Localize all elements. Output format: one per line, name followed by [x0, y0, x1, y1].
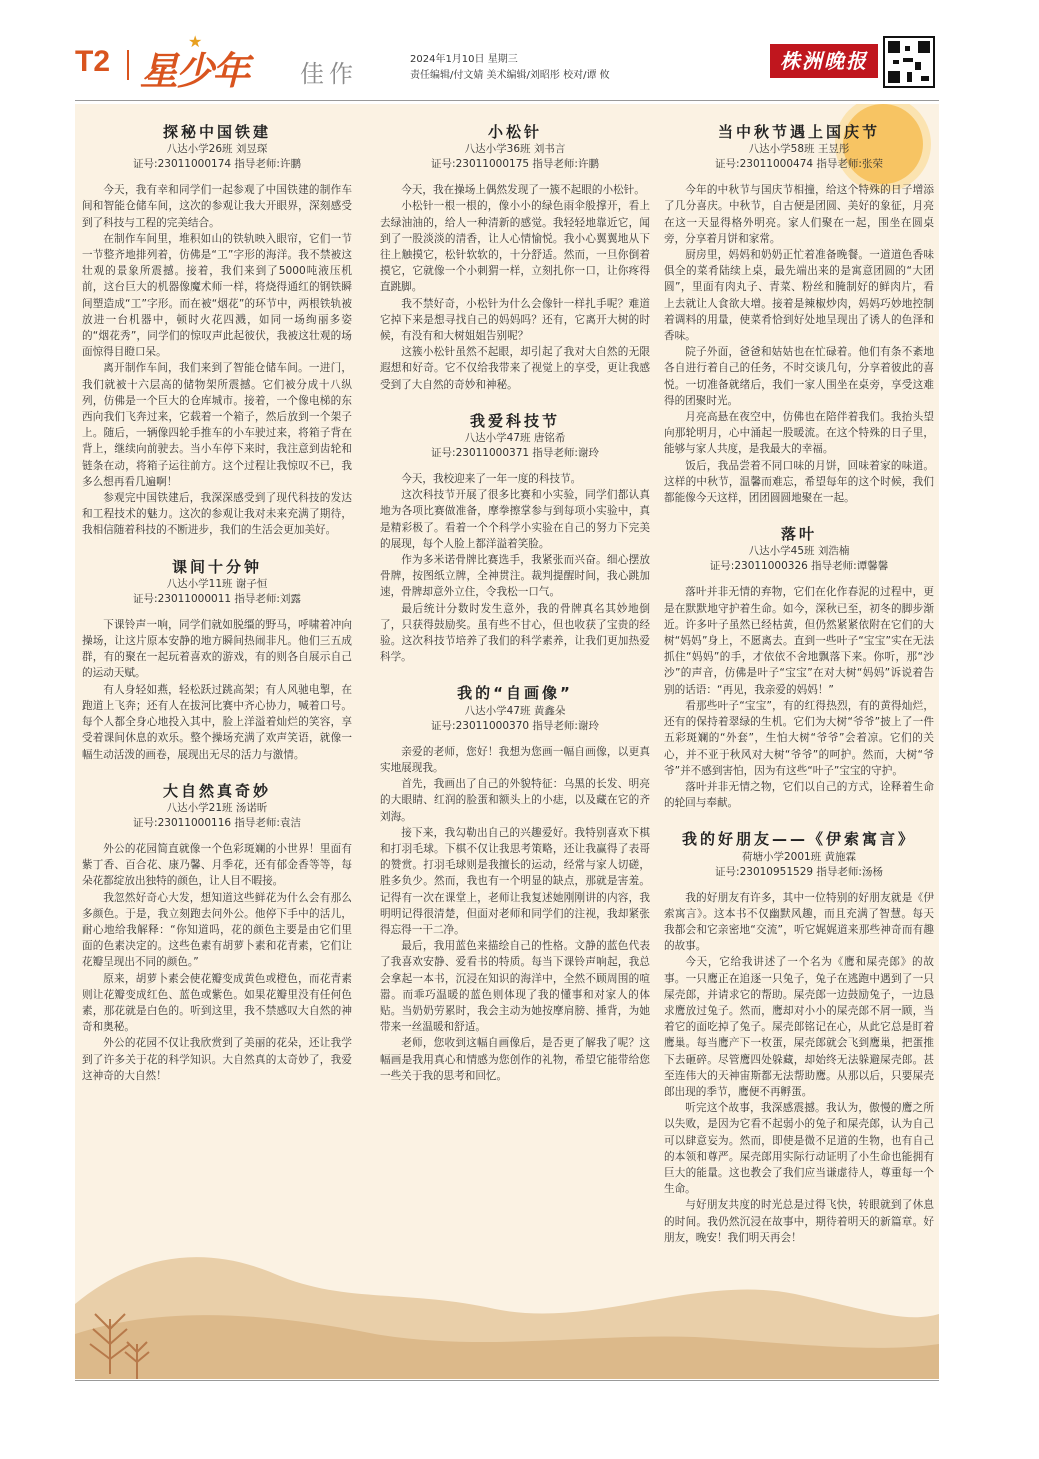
article-fallen-leaves: [664, 526, 934, 811]
column-right: [664, 124, 934, 1266]
article-title: 当中秋节遇上国庆节: [717, 123, 880, 141]
article-author: 八达小学21班 汤诺昕: [166, 801, 268, 814]
paragraph: 外公的花园简直就像一个色彩斑斓的小世界！里面有紫丁香、百合花、康乃馨、月季花，还有郁金香等等，每朵花都绽放出独特的颜色，让人目不暇接。: [82, 842, 352, 888]
article-author: 八达小学11班 谢子恒: [166, 577, 268, 590]
paragraph: 今天，它给我讲述了一个名为《鹰和屎壳郎》的故事。一只鹰正在追逐一只兔子，兔子在逃跑中遇到了一只屎壳郎，并请求它的帮助。屎壳郎一边鼓励兔子，一边恳求鹰放过兔子。然而，鹰却对小小的屎壳郎不屑一顾，当着它的面吃掉了兔子。屎壳郎铭记在心，从此它总是盯着鹰巢。每当鹰产下一枚蛋，屎壳郎就会飞到鹰巢，把蛋推下去砸碎。尽管鹰四处躲藏，却始终无法躲避屎壳郎。甚至连伟大的天神宙斯都无法帮助鹰。从那以后，只要屎壳郎出现的季节，鹰便不再孵蛋。: [664, 956, 934, 1098]
article-cert: 证号:23010951529 指导老师:汤杨: [715, 865, 883, 878]
paragraph: 下课铃声一响，同学们就如脱缰的野马，呼啸着冲向操场，让这片原本安静的地方瞬间热闹非凡。他们三五成群，有的聚在一起玩着喜欢的游戏，有的则各自展示自己的运动天赋。: [82, 618, 352, 680]
header-rule: [75, 100, 939, 101]
paragraph: 今天，我有幸和同学们一起参观了中国铁建的制作车间和智能仓储车间，这次的参观让我大开眼界，深刻感受到了科技与工程的完美结合。: [82, 184, 352, 229]
article-china-railway: [82, 124, 352, 539]
issue-meta: [410, 52, 610, 84]
paragraph: 今天，我校迎来了一年一度的科技节。: [401, 473, 582, 486]
article-cert: 证号:23011000174 指导老师:许鹏: [133, 158, 301, 171]
paragraph: 亲爱的老师，您好！我想为您画一幅自画像，以更真实地展现我。: [380, 745, 650, 774]
issue-date: 2024年1月10日 星期三: [410, 54, 518, 65]
newspaper-logo: 株洲晚报: [770, 44, 878, 78]
section-title: 佳作: [300, 60, 358, 88]
article-body: [664, 584, 934, 811]
article-author: 八达小学26班 刘昱琛: [166, 143, 268, 156]
paragraph: 离开制作车间，我们来到了智能仓储车间。一进门，我们就被十六层高的储物架所震撼。它们被分成十八纵列，仿佛是一个巨大的仓库城市。接着，一个像电梯的东西向我们飞奔过来，它载着一个箱子，然后放到一个架子上。随后，一辆像四轮手推车的小车驶过来，将箱子背在背上，继续向前驶去。当小车停下来时，我注意到齿轮和链条在动，将箱子运往前方。这个过程让我惊叹不已，我多么想再看几遍啊！: [82, 362, 352, 488]
paragraph: 最后统计分数时发生意外，我的骨牌真名其妙地倒了，只获得鼓励奖。虽有些不甘心，但也收获了宝贵的经验。这次科技节培养了我们的科学素养，让我们更加热爱科学。: [380, 602, 650, 664]
article-cert: 证号:23011000116 指导老师:袁洁: [133, 816, 301, 829]
qr-code-icon[interactable]: [883, 36, 935, 88]
paragraph: 落叶并非无情之物，它们以自己的方式，诠释着生命的轮回与奉献。: [664, 780, 934, 810]
article-body: [82, 841, 352, 1084]
paragraph: 作为多米诺骨牌比赛选手，我紧张而兴奋。细心摆放骨牌，按图纸立牌，全神贯注。裁判提醒时间，我心跳加速，骨牌却意外立住，令我松一口气。: [380, 554, 650, 599]
article-cert: 证号:23011000326 指导老师:谭馨馨: [709, 560, 889, 573]
star-icon: ★: [188, 32, 203, 51]
article-author: 八达小学45班 刘浩楠: [748, 545, 850, 558]
article-title: 大自然真奇妙: [162, 781, 271, 800]
paragraph: 看那些叶子“宝宝”，有的红得热烈，有的黄得灿烂，还有的保持着翠绿的生机。它们为大树“爷爷”披上了一件五彩斑斓的“外套”，生怕大树“爷爷”会着凉。它们的关心，并不亚于秋风对大树“爷爷”的呵护。然而，大树“爷爷”并不感到害怕，因为有这些“叶子”宝宝的守护。: [664, 699, 934, 777]
article-title: 探秘中国铁建: [162, 123, 271, 141]
article-title: 落叶: [780, 525, 817, 544]
paragraph: 接下来，我勾勒出自己的兴趣爱好。我特别喜欢下棋和打羽毛球。下棋不仅让我思考策略，还让我赢得了表哥的赞赏。打羽毛球则是我擅长的运动，经常与家人切磋，胜多负少。然而，我也有一个明显的缺点，那就是害羞。记得有一次在课堂上，老师让我复述她刚刚讲的内容，我明明记得很清楚，但面对老师和同学们的注视，我却紧张得忘得一干二净。: [380, 826, 650, 936]
paragraph: 与好朋友共度的时光总是过得飞快，转眼就到了休息的时间。我仍然沉浸在故事中，期待着明天的新篇章。好朋友，晚安！我们明天再会！: [664, 1199, 934, 1244]
article-aesop: [664, 831, 934, 1246]
page-number: T2: [75, 45, 111, 78]
paragraph: 我不禁好奇，小松针为什么会像针一样扎手呢？难道它掉下来是想寻找自己的妈妈吗？还有，它离开大树的时候，有没有和大树姐姐告别呢？: [380, 297, 650, 343]
editor-credits: 责任编辑/付文婧 美术编辑/刘昭彤 校对/谭 攸: [410, 70, 610, 81]
article-cert: 证号:23011000175 指导老师:许鹏: [431, 158, 599, 171]
masthead: [75, 30, 939, 100]
article-pine-needles: [380, 124, 650, 393]
article-body: [82, 182, 352, 538]
article-science-festival: [380, 413, 650, 666]
paragraph: 原来，胡萝卜素会使花瓣变成黄色或橙色，而花青素则让花瓣变成红色、蓝色或紫色。如果花瓣里没有任何色素，那花就是白色的。听到这里，我不禁感叹大自然的神奇和奥秘。: [82, 972, 352, 1034]
paragraph: 小松针一根一根的，像小小的绿色雨伞般撑开，看上去绿油油的，给人一种清新的感觉。我轻轻地靠近它，闻到了一股淡淡的清香，让人心情愉悦。我小心翼翼地从下往上触摸它，松针软软的，十分舒适。然而，一旦你倒着摸它，它就像一个小刺猬一样，立刻扎你一口，让你疼得直跳脚。: [380, 200, 650, 294]
article-author: 八达小学58班 王昱彤: [748, 143, 850, 156]
paragraph: 月亮高悬在夜空中，仿佛也在陪伴着我们。我抬头望向那轮明月，心中涌起一股暖流。在这个特殊的日子里，能够与家人共度，是我最大的幸福。: [664, 411, 934, 456]
paragraph: 饭后，我品尝着不同口味的月饼，回味着家的味道。这样的中秋节，温馨而难忘，希望每年的这个时候，我们都能像今天这样，团团圆圆地聚在一起。: [664, 459, 934, 505]
article-title: 小松针: [487, 123, 542, 141]
footer-rule: [75, 1380, 939, 1381]
article-author: 八达小学47班 黄鑫朵: [464, 704, 566, 717]
article-nature: [82, 783, 352, 1084]
paragraph: 参观完中国铁建后，我深深感受到了现代科技的发达和工程技术的魅力。这次的参观让我对未来充满了期待，我相信随着科技的不断进步，我们的生活会更加美好。: [82, 492, 352, 537]
article-author: 荷塘小学2001班 黄施霖: [741, 850, 857, 863]
article-title: 课间十分钟: [171, 557, 262, 576]
article-body: [664, 890, 934, 1246]
paragraph: 在制作车间里，堆积如山的铁轨映入眼帘，它们一节一节整齐地排列着，仿佛是“工”字形的海洋。我不禁被这壮观的景象所震撼。接着，我们来到了5000吨液压机前，这台巨大的机器像魔术师一样，将烧得通红的钢铁瞬间塑造成“工”字形。而在被“烟花”的环节中，两根铁轨被放进一台机器中，顿时火花四溅，如同一场绚丽多姿的“烟花秀”，同学们的惊叹声此起彼伏，我被这壮观的场面惊得目瞪口呆。: [82, 232, 352, 359]
article-author: 八达小学36班 刘书言: [464, 143, 566, 156]
paragraph: 首先，我画出了自己的外貌特征：乌黑的长发、明亮的大眼睛、红润的脸蛋和额头上的小痣，以及藏在它的齐刘海。: [380, 778, 650, 823]
article-title: 我的“自画像”: [457, 684, 573, 703]
column-left: [82, 124, 352, 1104]
paragraph: 院子外面，爸爸和姑姑也在忙碌着。他们有条不紊地各自进行着自己的任务，不时交谈几句，分享着彼此的喜悦。一切准备就绪后，我们一家人围坐在桌旁，享受这难得的团聚时光。: [664, 346, 934, 407]
article-body: [380, 182, 650, 393]
article-cert: 证号:23011000474 指导老师:张荣: [715, 158, 883, 171]
paragraph: 我的好朋友有许多，其中一位特别的好朋友就是《伊索寓言》。这本书不仅幽默风趣，而且充满了智慧。每天我都会和它亲密地“交流”，听它娓娓道来那些神奇而有趣的故事。: [664, 891, 934, 953]
paragraph: 我忽然好奇心大发，想知道这些鲜花为什么会有那么多颜色。于是，我立刻跑去问外公。他停下手中的活儿，耐心地给我解释：“你知道吗，花的颜色主要是由它们里面的色素决定的。这些色素有胡萝卜素和花青素，它们让花瓣呈现出不同的颜色。”: [82, 891, 352, 969]
paragraph: 外公的花园不仅让我欣赏到了美丽的花朵，还让我学到了许多关于花的科学知识。大自然真的太奇妙了，我爱这神奇的大自然！: [82, 1037, 352, 1082]
masthead-divider: [127, 50, 129, 80]
article-body: [380, 471, 650, 665]
paragraph: 这次科技节开展了很多比赛和小实验，同学们都认真地为各项比赛做准备，摩拳擦掌参与到每项小实验中，真是精彩极了。看着一个个科学小实验在自己的努力下完美的展现，每个人脸上都洋溢着笑脸。: [380, 489, 650, 550]
paragraph: 听完这个故事，我深感震撼。我认为，傲慢的鹰之所以失败，是因为它看不起弱小的兔子和屎壳郎，认为自己可以肆意妄为。然而，即使是微不足道的生物，也有自己的本领和尊严。屎壳郎用实际行动证明了小生命也能拥有巨大的能量。这也教会了我们应当谦虚待人，尊重每一个生命。: [664, 1102, 934, 1196]
article-author: 八达小学47班 唐铭希: [464, 432, 566, 445]
paragraph: 今年的中秋节与国庆节相撞，给这个特殊的日子增添了几分喜庆。中秋节，自古便是团圆、美好的象征，月亮在这一天显得格外明亮。家人们聚在一起，围坐在圆桌旁，分享着月饼和家常。: [664, 184, 934, 245]
article-body: [82, 617, 352, 763]
article-cert: 证号:23011000370 指导老师:谢玲: [431, 719, 599, 732]
paragraph: 老师，您收到这幅自画像后，是否更了解我了呢？这幅画是我用真心和情感为您创作的礼物，希望它能带给您一些关于我的思考和回忆。: [380, 1037, 650, 1082]
paragraph: 厨房里，妈妈和奶奶正忙着准备晚餐。一道道色香味俱全的菜肴陆续上桌，最先端出来的是寓意团圆的“大团圆”，里面有肉丸子、青菜、粉丝和腌制好的鲜肉片，看上去就让人食欲大增。接着是辣椒炒肉，妈妈巧妙地控制着调料的用量，使菜肴恰到好处地呈现出了诱人的色泽和香味。: [664, 249, 934, 343]
article-self-portrait: [380, 685, 650, 1083]
article-body: [664, 182, 934, 506]
article-cert: 证号:23011000011 指导老师:刘露: [133, 592, 301, 605]
article-title: 我爱科技节: [469, 411, 560, 430]
paragraph: 落叶并非无情的弃物，它们在化作春泥的过程中，更是在默默地守护着生命。如今，深秋已至，初冬的脚步渐近。许多叶子虽然已经枯黄，但仍然紧紧依附在它们的大树“妈妈”身上，不愿离去。直到一些叶子“宝宝”实在无法抓住“妈妈”的手，才依依不舍地飘落下来。你听，那“沙沙”的声音，仿佛是叶子“宝宝”在对大树“妈妈”诉说着告别的话语：“再见，我亲爱的妈妈！”: [664, 586, 934, 696]
paragraph: 今天，我在操场上偶然发现了一簇不起眼的小松针。: [401, 184, 645, 197]
article-title: 我的好朋友——《伊索寓言》: [681, 830, 916, 849]
column-middle: [380, 124, 650, 1104]
paragraph: 有人身轻如燕，轻松跃过跳高架；有人风驰电掣，在跑道上飞奔；还有人在拔河比赛中齐心协力，喊着口号。每个人都全身心地投入其中，脸上洋溢着灿烂的笑容，享受着课间休息的欢乐。整个操场充满了欢声笑语，就像一幅生动活泼的画卷，展现出无尽的活力与激情。: [82, 683, 352, 761]
brand-title: 星少年: [140, 48, 249, 93]
article-body: [380, 744, 650, 1084]
article-cert: 证号:23011000371 指导老师:谢玲: [431, 447, 599, 460]
article-mid-autumn: [664, 124, 934, 506]
paragraph: 这簇小松针虽然不起眼，却引起了我对大自然的无限遐想和好奇。它不仅给我带来了视觉上的享受，更让我感受到了大自然的奇妙和神秘。: [380, 346, 650, 391]
paragraph: 最后，我用蓝色来描绘自己的性格。文静的蓝色代表了我喜欢安静、爱看书的特质。每当下课铃声响起，我总会拿起一本书，沉浸在知识的海洋中，全然不顾周围的喧嚣。而乖巧温暖的蓝色则体现了我的懂事和对家人的体贴。当奶奶劳累时，我会主动为她按摩肩膀、捶背，为她带来一丝温暖和舒适。: [380, 940, 650, 1034]
article-recess: [82, 559, 352, 763]
